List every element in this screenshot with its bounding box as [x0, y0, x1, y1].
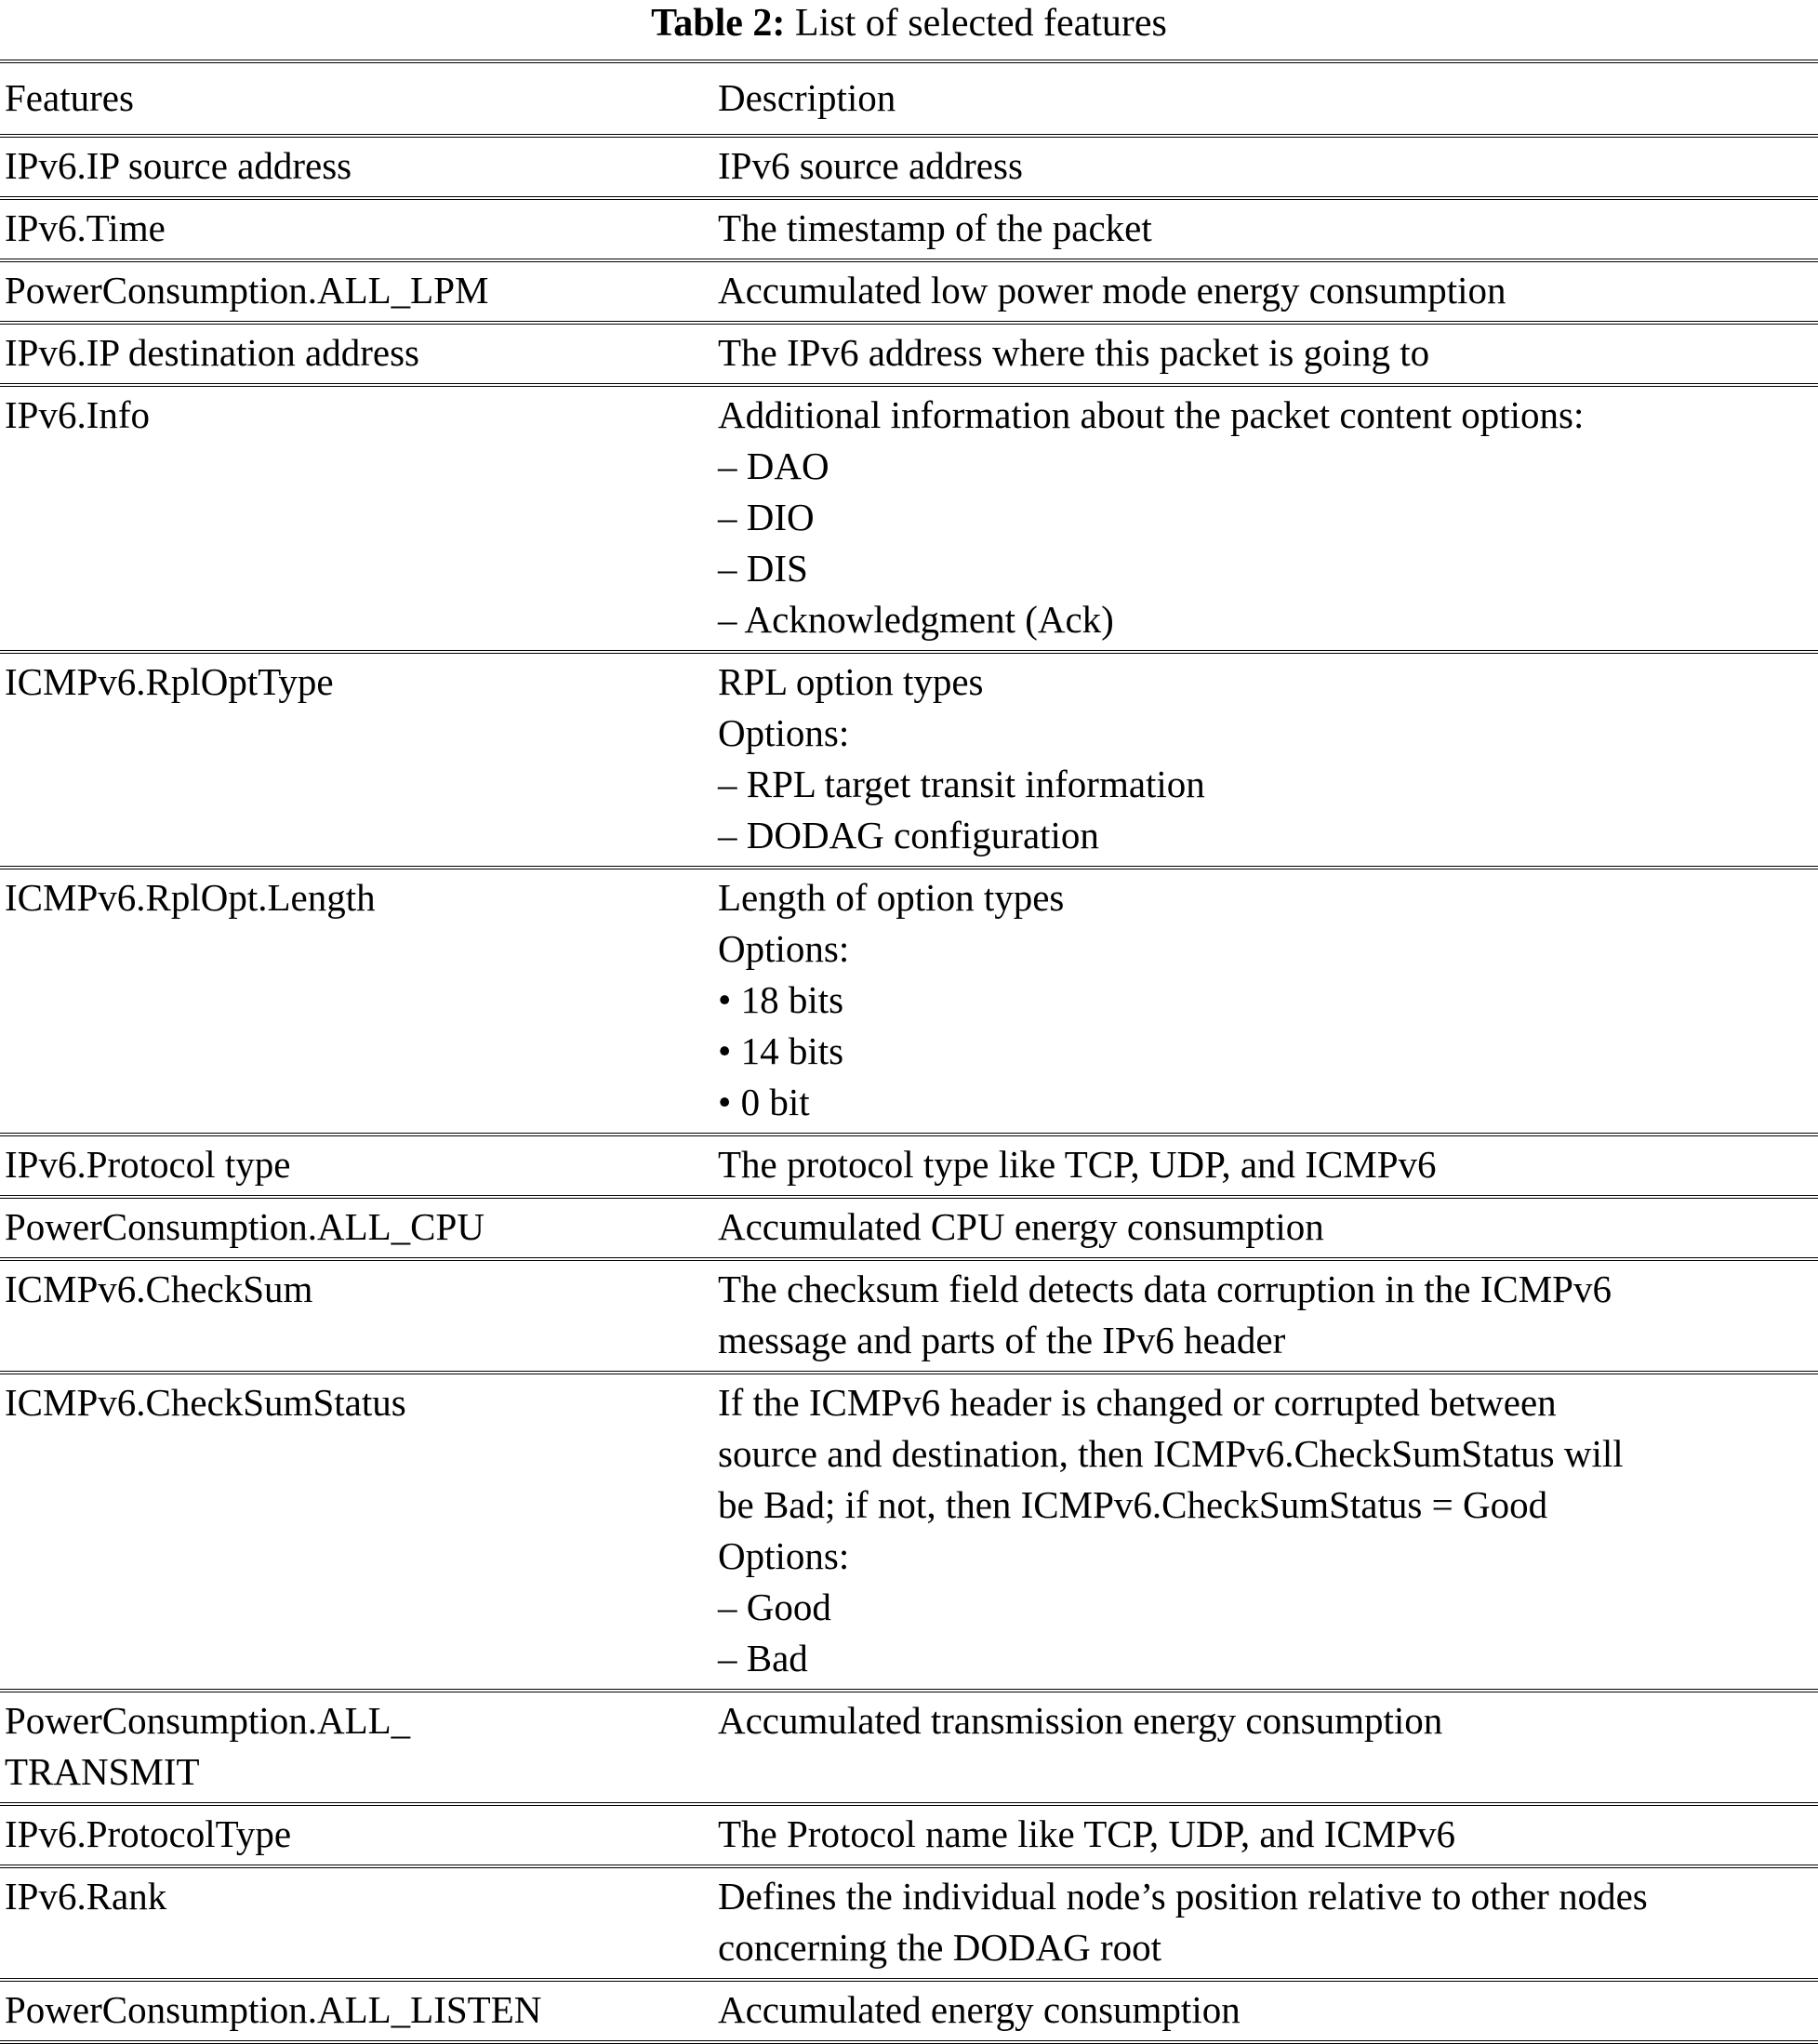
- table-row: [0, 1135, 1818, 1197]
- table-row: [0, 1691, 1818, 1804]
- feature-cell: [0, 1135, 718, 1197]
- feature-cell: [0, 198, 718, 260]
- feature-cell: [0, 868, 718, 1135]
- cell-line: Accumulated transmission energy consumption: [718, 1699, 1443, 1742]
- table-row: [0, 385, 1818, 652]
- cell-line: The protocol type like TCP, UDP, and ICMPv6: [718, 1143, 1437, 1186]
- description-cell: [718, 1691, 1818, 1804]
- table-row: [0, 198, 1818, 260]
- cell-line: – DODAG configuration: [718, 814, 1099, 856]
- cell-line: message and parts of the IPv6 header: [718, 1319, 1286, 1361]
- cell-line: IPv6.Rank: [5, 1875, 167, 1918]
- features-table: [0, 60, 1818, 2044]
- cell-line: IPv6 source address: [718, 144, 1023, 187]
- feature-cell: [0, 136, 718, 198]
- table-caption: [0, 0, 1818, 60]
- table-row: [0, 1259, 1818, 1373]
- table-body: [0, 136, 1818, 2042]
- description-cell: [718, 198, 1818, 260]
- cell-line: Accumulated energy consumption: [718, 1988, 1241, 2031]
- description-cell: [718, 652, 1818, 868]
- cell-line: PowerConsumption.ALL_: [5, 1699, 411, 1742]
- cell-line: The IPv6 address where this packet is going to: [718, 331, 1430, 374]
- table-row: [0, 1197, 1818, 1259]
- feature-cell: [0, 1866, 718, 1980]
- cell-line: concerning the DODAG root: [718, 1926, 1162, 1969]
- table-row: [0, 260, 1818, 323]
- cell-line: be Bad; if not, then ICMPv6.CheckSumStatus = Good: [718, 1483, 1548, 1526]
- description-cell: [718, 1259, 1818, 1373]
- table-row: [0, 652, 1818, 868]
- description-cell: [718, 1866, 1818, 1980]
- description-cell: [718, 1373, 1818, 1691]
- description-cell: [718, 1980, 1818, 2042]
- cell-line: • 14 bits: [718, 1029, 844, 1072]
- cell-line: The timestamp of the packet: [718, 206, 1152, 249]
- cell-line: Defines the individual node’s position relative to other nodes: [718, 1875, 1648, 1918]
- cell-line: ICMPv6.RplOpt.Length: [5, 876, 376, 919]
- cell-line: Options:: [718, 927, 850, 970]
- column-header-description: Description: [718, 76, 896, 119]
- table-row: [0, 136, 1818, 198]
- cell-line: RPL option types: [718, 660, 984, 703]
- feature-cell: [0, 1804, 718, 1866]
- table-row: [0, 868, 1818, 1135]
- feature-cell: [0, 1259, 718, 1373]
- cell-line: IPv6.Protocol type: [5, 1143, 291, 1186]
- feature-cell: [0, 385, 718, 652]
- cell-line: source and destination, then ICMPv6.CheckSumStatus will: [718, 1432, 1624, 1475]
- cell-line: PowerConsumption.ALL_CPU: [5, 1205, 484, 1248]
- cell-line: Options:: [718, 1534, 850, 1577]
- feature-cell: [0, 652, 718, 868]
- description-cell: [718, 1804, 1818, 1866]
- cell-line: • 18 bits: [718, 978, 844, 1021]
- cell-line: – Good: [718, 1586, 831, 1628]
- feature-cell: [0, 1691, 718, 1804]
- feature-cell: [0, 1373, 718, 1691]
- cell-line: PowerConsumption.ALL_LPM: [5, 269, 489, 312]
- cell-line: • 0 bit: [718, 1081, 810, 1123]
- cell-line: IPv6.IP source address: [5, 144, 352, 187]
- feature-cell: [0, 260, 718, 323]
- cell-line: TRANSMIT: [5, 1750, 200, 1793]
- cell-line: – Acknowledgment (Ack): [718, 598, 1114, 641]
- cell-line: Accumulated CPU energy consumption: [718, 1205, 1324, 1248]
- cell-line: – DAO: [718, 445, 829, 487]
- cell-line: ICMPv6.CheckSum: [5, 1268, 313, 1310]
- cell-line: Length of option types: [718, 876, 1065, 919]
- cell-line: The checksum field detects data corruption in the ICMPv6: [718, 1268, 1612, 1310]
- column-header-features: Features: [5, 76, 134, 119]
- table-row: [0, 1866, 1818, 1980]
- description-cell: [718, 260, 1818, 323]
- cell-line: If the ICMPv6 header is changed or corrupted between: [718, 1381, 1557, 1424]
- table-row: [0, 1373, 1818, 1691]
- description-cell: [718, 868, 1818, 1135]
- cell-line: IPv6.Info: [5, 393, 151, 436]
- table-caption-text: List of selected features: [794, 2, 1167, 45]
- cell-line: – RPL target transit information: [718, 763, 1205, 805]
- table-row: [0, 1980, 1818, 2042]
- table-row: [0, 323, 1818, 385]
- cell-line: IPv6.ProtocolType: [5, 1812, 292, 1855]
- header-row: [0, 61, 1818, 136]
- cell-line: ICMPv6.RplOptType: [5, 660, 334, 703]
- cell-line: Additional information about the packet content options:: [718, 393, 1585, 436]
- description-cell: [718, 136, 1818, 198]
- cell-line: The Protocol name like TCP, UDP, and ICMPv6: [718, 1812, 1456, 1855]
- description-cell: [718, 385, 1818, 652]
- feature-cell: [0, 323, 718, 385]
- cell-line: – DIO: [718, 496, 815, 538]
- table-caption-label: Table 2:: [651, 2, 786, 45]
- cell-line: – DIS: [718, 547, 808, 590]
- cell-line: – Bad: [718, 1637, 808, 1679]
- description-cell: [718, 323, 1818, 385]
- description-cell: [718, 1135, 1818, 1197]
- cell-line: Options:: [718, 711, 850, 754]
- cell-line: Accumulated low power mode energy consumption: [718, 269, 1506, 312]
- table-row: [0, 1804, 1818, 1866]
- feature-cell: [0, 1197, 718, 1259]
- cell-line: IPv6.Time: [5, 206, 166, 249]
- cell-line: PowerConsumption.ALL_LISTEN: [5, 1988, 542, 2031]
- cell-line: IPv6.IP destination address: [5, 331, 420, 374]
- cell-line: ICMPv6.CheckSumStatus: [5, 1381, 406, 1424]
- description-cell: [718, 1197, 1818, 1259]
- feature-cell: [0, 1980, 718, 2042]
